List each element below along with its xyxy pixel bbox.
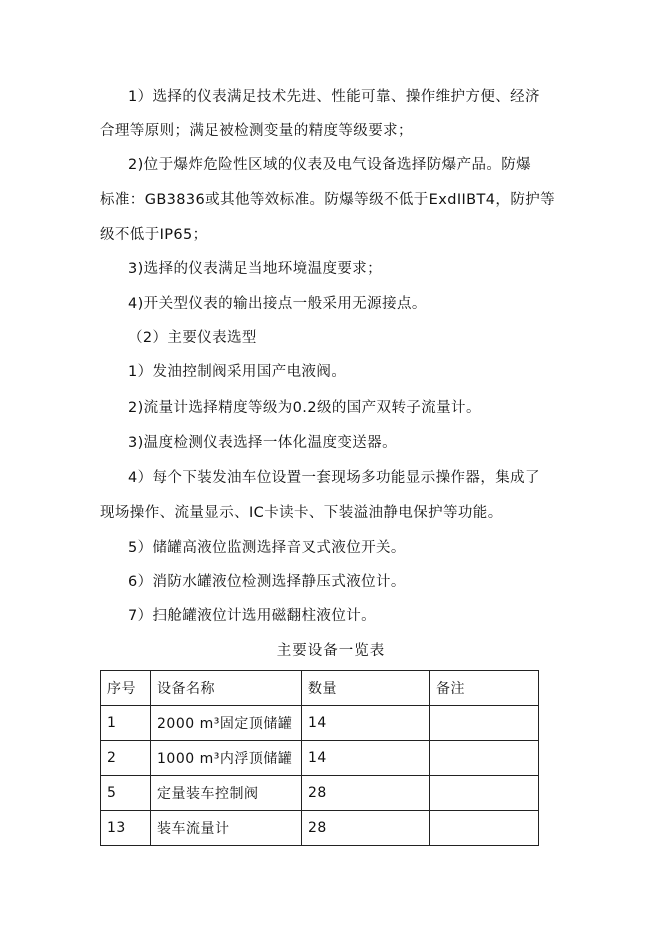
cell-name: 装车流量计 [151, 811, 302, 846]
cell-index: 2 [101, 741, 151, 776]
table-row [101, 706, 539, 741]
header-remarks: 备注 [430, 671, 539, 706]
cell-remarks [430, 706, 539, 741]
cell-name: 定量装车控制阀 [151, 776, 302, 811]
cell-index: 5 [101, 776, 151, 811]
cell-name: 2000 m³固定顶储罐 [151, 706, 302, 741]
cell-quantity: 14 [302, 706, 430, 741]
paragraph-line: 标准：GB3836或其他等效标准。防爆等级不低于ExdIIBT4，防护等 [100, 192, 556, 208]
paragraph-line: 2)位于爆炸危险性区域的仪表及电气设备选择防爆产品。防爆 [128, 157, 532, 173]
cell-quantity: 28 [302, 811, 430, 846]
cell-remarks [430, 741, 539, 776]
section-heading: （2）主要仪表选型 [128, 330, 257, 346]
paragraph-line: 2)流量计选择精度等级为0.2级的国产双转子流量计。 [128, 400, 481, 416]
paragraph-line: 4)开关型仪表的输出接点一般采用无源接点。 [128, 296, 427, 312]
cell-remarks [430, 776, 539, 811]
paragraph-line: 6）消防水罐液位检测选择静压式液位计。 [128, 574, 406, 590]
cell-remarks [430, 811, 539, 846]
header-name: 设备名称 [151, 671, 302, 706]
paragraph-line: 级不低于IP65； [100, 227, 208, 243]
cell-name: 1000 m³内浮顶储罐 [151, 741, 302, 776]
cell-index: 13 [101, 811, 151, 846]
table-row [101, 776, 539, 811]
paragraph-line: 现场操作、流量显示、IC卡读卡、下装溢油静电保护等功能。 [100, 505, 503, 521]
table-row [101, 741, 539, 776]
header-index: 序号 [101, 671, 151, 706]
cell-index: 1 [101, 706, 151, 741]
paragraph-line: 5）储罐高液位监测选择音叉式液位开关。 [128, 540, 406, 556]
paragraph-line: 3)温度检测仪表选择一体化温度变送器。 [128, 435, 397, 451]
paragraph-line: 合理等原则；满足被检测变量的精度等级要求； [100, 123, 413, 139]
paragraph-line: 1）发油控制阀采用国产电液阀。 [128, 364, 347, 380]
paragraph-line: 3)选择的仪表满足当地环境温度要求； [128, 261, 383, 277]
table-row [101, 811, 539, 846]
cell-quantity: 14 [302, 741, 430, 776]
header-quantity: 数量 [302, 671, 430, 706]
paragraph-line: 7）扫舱罐液位计选用磁翻柱液位计。 [128, 608, 377, 624]
paragraph-line: 1）选择的仪表满足技术先进、性能可靠、操作维护方便、经济 [128, 89, 540, 105]
table-header-row [101, 671, 539, 706]
table-caption: 主要设备一览表 [276, 643, 386, 659]
cell-quantity: 28 [302, 776, 430, 811]
equipment-table [100, 670, 539, 846]
paragraph-line: 4）每个下装发油车位设置一套现场多功能显示操作器，集成了 [128, 470, 540, 486]
